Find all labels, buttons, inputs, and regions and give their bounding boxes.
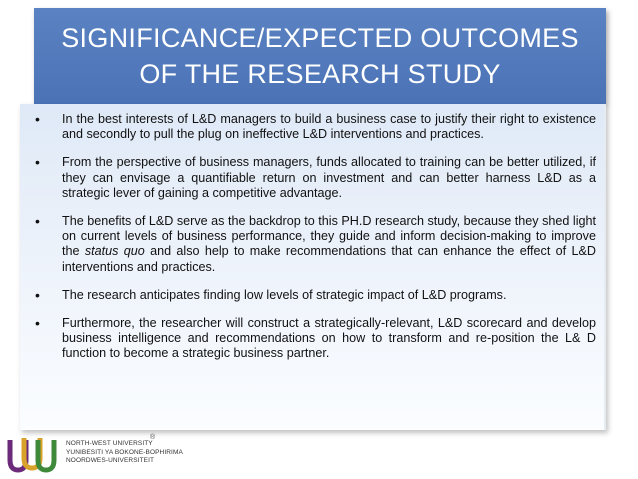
slide-title-line-1: SIGNIFICANCE/EXPECTED OUTCOMES: [61, 23, 579, 53]
bullet-text-start: The benefits of L&D serve as the backdrop to this PH.D research study, because they shed light on current levels of business performance, they guide and inform decision-making to improve the: [62, 214, 596, 259]
bullet-item: [20, 316, 596, 362]
bullet-text-italic: status quo: [84, 244, 145, 259]
university-name-line-2: YUNIBESITI YA BOKONE-BOPHIRIMA: [66, 448, 183, 456]
bullet-item: [20, 112, 596, 142]
bullet-text: In the best interests of L&D managers to build a business case to justify their right to existence and secondly to pull the plug on ineffective L&D interventions and practices.: [62, 112, 596, 142]
bullet-text: Furthermore, the researcher will construct a strategically-relevant, L&D scorecard and develop business intelligence and recommendations on how to transform and re-position the L& D function to become a strategic business partner.: [62, 316, 596, 361]
bullet-marker: •: [35, 315, 40, 332]
slide-title-line-2: OF THE RESEARCH STUDY: [139, 59, 501, 89]
bullet-item: [20, 288, 596, 303]
bullet-item: [20, 214, 596, 275]
bullet-text: From the perspective of business managers, funds allocated to training can be better utilized, if they can envisage a quantifiable return on investment and can better harness L&D as a strategic lever of gaining a competitive advantage.: [62, 155, 596, 200]
bullet-marker: •: [35, 154, 40, 171]
university-logo: [4, 432, 183, 476]
registered-mark: ®: [150, 434, 156, 441]
bullet-text: The research anticipates finding low levels of strategic impact of L&D programs.: [62, 287, 507, 302]
bullet-text-end: and also help to make recommendations that can enhance the effect of L&D interventions and practices.: [62, 244, 596, 274]
bullet-marker: •: [35, 111, 40, 127]
bullet-marker: •: [35, 213, 40, 230]
bullet-marker: •: [35, 286, 40, 303]
university-emblem-icon: [6, 434, 62, 474]
bullet-item: [20, 155, 596, 201]
bullet-list: [20, 112, 596, 362]
university-name: [66, 440, 183, 466]
content-panel: [20, 104, 606, 430]
title-banner: [34, 8, 606, 104]
university-name-line-3: NOORDWES-UNIVERSITEIT: [66, 457, 155, 464]
university-name-line-1: NORTH-WEST UNIVERSITY: [66, 440, 153, 447]
